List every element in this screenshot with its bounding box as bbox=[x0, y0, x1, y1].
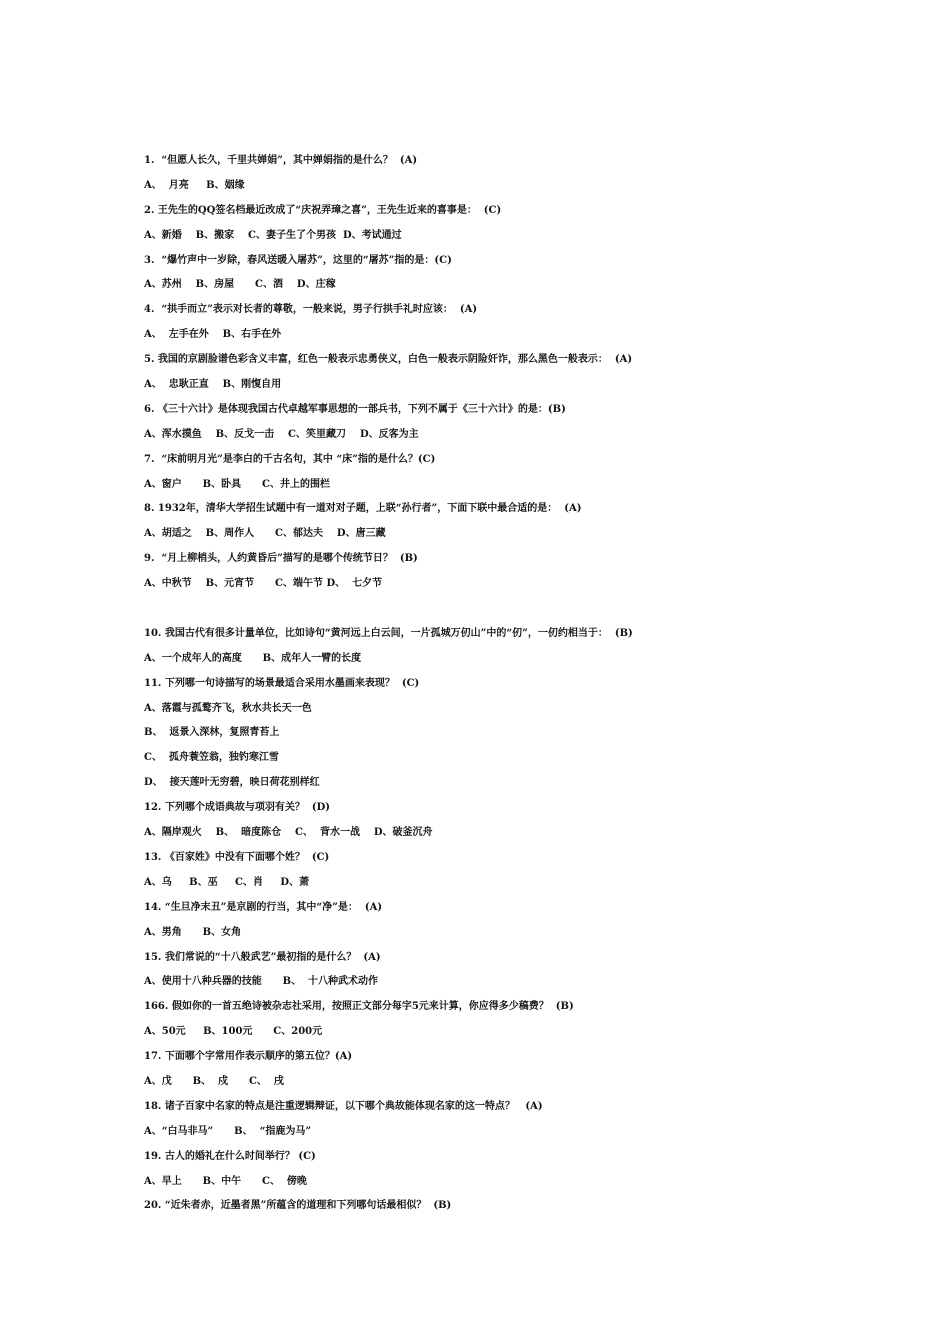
answer-options-line: A、 月亮 B、姻缘 bbox=[144, 179, 245, 191]
question-line: 6. 《三十六计》是体现我国古代卓越军事思想的一部兵书，下列不属于《三十六计》的是：(B) bbox=[144, 403, 566, 415]
question-line: 9. “月上柳梢头，人约黄昏后”描写的是哪个传统节日？ (B) bbox=[144, 553, 418, 565]
answer-options-line: A、50元 B、100元 C、200元 bbox=[144, 1026, 323, 1038]
answer-options-line: A、一个成年人的高度 B、成年人一臂的长度 bbox=[144, 652, 362, 664]
answer-options-line: C、 孤舟蓑笠翁，独钓寒江雪 bbox=[144, 752, 279, 764]
answer-options-line: A、隔岸观火 B、 暗度陈仓 C、 背水一战 D、破釜沉舟 bbox=[144, 827, 433, 839]
answer-options-line: A、男角 B、女角 bbox=[144, 926, 242, 938]
question-line: 17. 下面哪个字常用作表示顺序的第五位？(A) bbox=[144, 1051, 353, 1063]
question-line: 20. “近朱者赤，近墨者黑”所蕴含的道理和下列哪句话最相似？ (B) bbox=[144, 1200, 452, 1212]
answer-options-line: A、 左手在外 B、右手在外 bbox=[144, 329, 282, 341]
question-line: 8. 1932年，清华大学招生试题中有一道对对子题，上联“孙行者”，下面下联中最合适的是： (A) bbox=[144, 503, 582, 515]
question-line: 7. “床前明月光”是李白的千古名句，其中 “床”指的是什么？(C) bbox=[144, 453, 436, 465]
question-line: 10. 我国古代有很多计量单位，比如诗句“黄河远上白云间，一片孤城万仞山”中的“仞”，一仞约相当于： (B) bbox=[144, 627, 633, 639]
question-list bbox=[144, 153, 904, 1223]
answer-options-line: A、 忠耿正直 B、刚愎自用 bbox=[144, 379, 282, 391]
answer-options-line: A、苏州 B、房屋 C、酒 D、庄稼 bbox=[144, 279, 336, 291]
answer-options-line: A、新婚 B、搬家 C、妻子生了个男孩 D、考试通过 bbox=[144, 229, 402, 241]
answer-options-line: A、戊 B、 戍 C、 戌 bbox=[144, 1075, 284, 1087]
question-line: 1. “但愿人长久，千里共婵娟”，其中婵娟指的是什么？ (A) bbox=[144, 155, 418, 166]
answer-options-line: A、中秋节 B、元宵节 C、端午节 D、 七夕节 bbox=[144, 578, 383, 590]
question-line: 19. 古人的婚礼在什么时间举行？ (C) bbox=[144, 1150, 316, 1162]
answer-options-line: A、早上 B、中午 C、 傍晚 bbox=[144, 1175, 307, 1187]
answer-options-line: A、落霞与孤鹜齐飞，秋水共长天一色 bbox=[144, 702, 312, 714]
answer-options-line: A、浑水摸鱼 B、反戈一击 C、笑里藏刀 D、反客为主 bbox=[144, 428, 419, 440]
answer-options-line: A、窗户 B、卧具 C、井上的围栏 bbox=[144, 478, 330, 490]
answer-options-line: B、 返景入深林，复照青苔上 bbox=[144, 727, 280, 739]
question-line: 5. 我国的京剧脸谱色彩含义丰富，红色一般表示忠勇侠义，白色一般表示阴险奸诈，那么黑色一般表示： (A) bbox=[144, 354, 633, 366]
blank-line bbox=[144, 601, 904, 626]
question-line: 18. 诸子百家中名家的特点是注重逻辑辩证，以下哪个典故能体现名家的这一特点？ (A) bbox=[144, 1100, 543, 1112]
question-line: 11. 下列哪一句诗描写的场景最适合采用水墨画来表现？ (C) bbox=[144, 677, 420, 689]
question-line: 3. “爆竹声中一岁除，春风送暖入屠苏”，这里的“屠苏”指的是：(C) bbox=[144, 254, 452, 266]
question-line: 2. 王先生的QQ签名档最近改成了“庆祝弄璋之喜”，王先生近来的喜事是： (C) bbox=[144, 204, 502, 216]
answer-options-line: A、“白马非马” B、 “指鹿为马” bbox=[144, 1125, 312, 1137]
answer-options-line: A、使用十八种兵器的技能 B、 十八种武术动作 bbox=[144, 976, 379, 988]
question-line: 14. “生旦净末丑”是京剧的行当，其中“净”是： (A) bbox=[144, 901, 383, 913]
question-line: 12. 下列哪个成语典故与项羽有关？ (D) bbox=[144, 802, 330, 814]
question-line: 15. 我们常说的“十八般武艺”最初指的是什么？ (A) bbox=[144, 951, 381, 963]
answer-options-line: A、胡适之 B、周作人 C、郁达夫 D、唐三藏 bbox=[144, 528, 386, 540]
question-line: 4. “拱手而立”表示对长者的尊敬，一般来说，男子行拱手礼时应该： (A) bbox=[144, 304, 478, 316]
question-line: 166. 假如你的一首五绝诗被杂志社采用，按照正文部分每字5元来计算，你应得多少稿费？ (B) bbox=[144, 1001, 574, 1013]
answer-options-line: D、 接天莲叶无穷碧，映日荷花别样红 bbox=[144, 777, 320, 789]
question-line: 13. 《百家姓》中没有下面哪个姓？ (C) bbox=[144, 851, 330, 863]
answer-options-line: A、乌 B、巫 C、肖 D、萧 bbox=[144, 876, 310, 888]
